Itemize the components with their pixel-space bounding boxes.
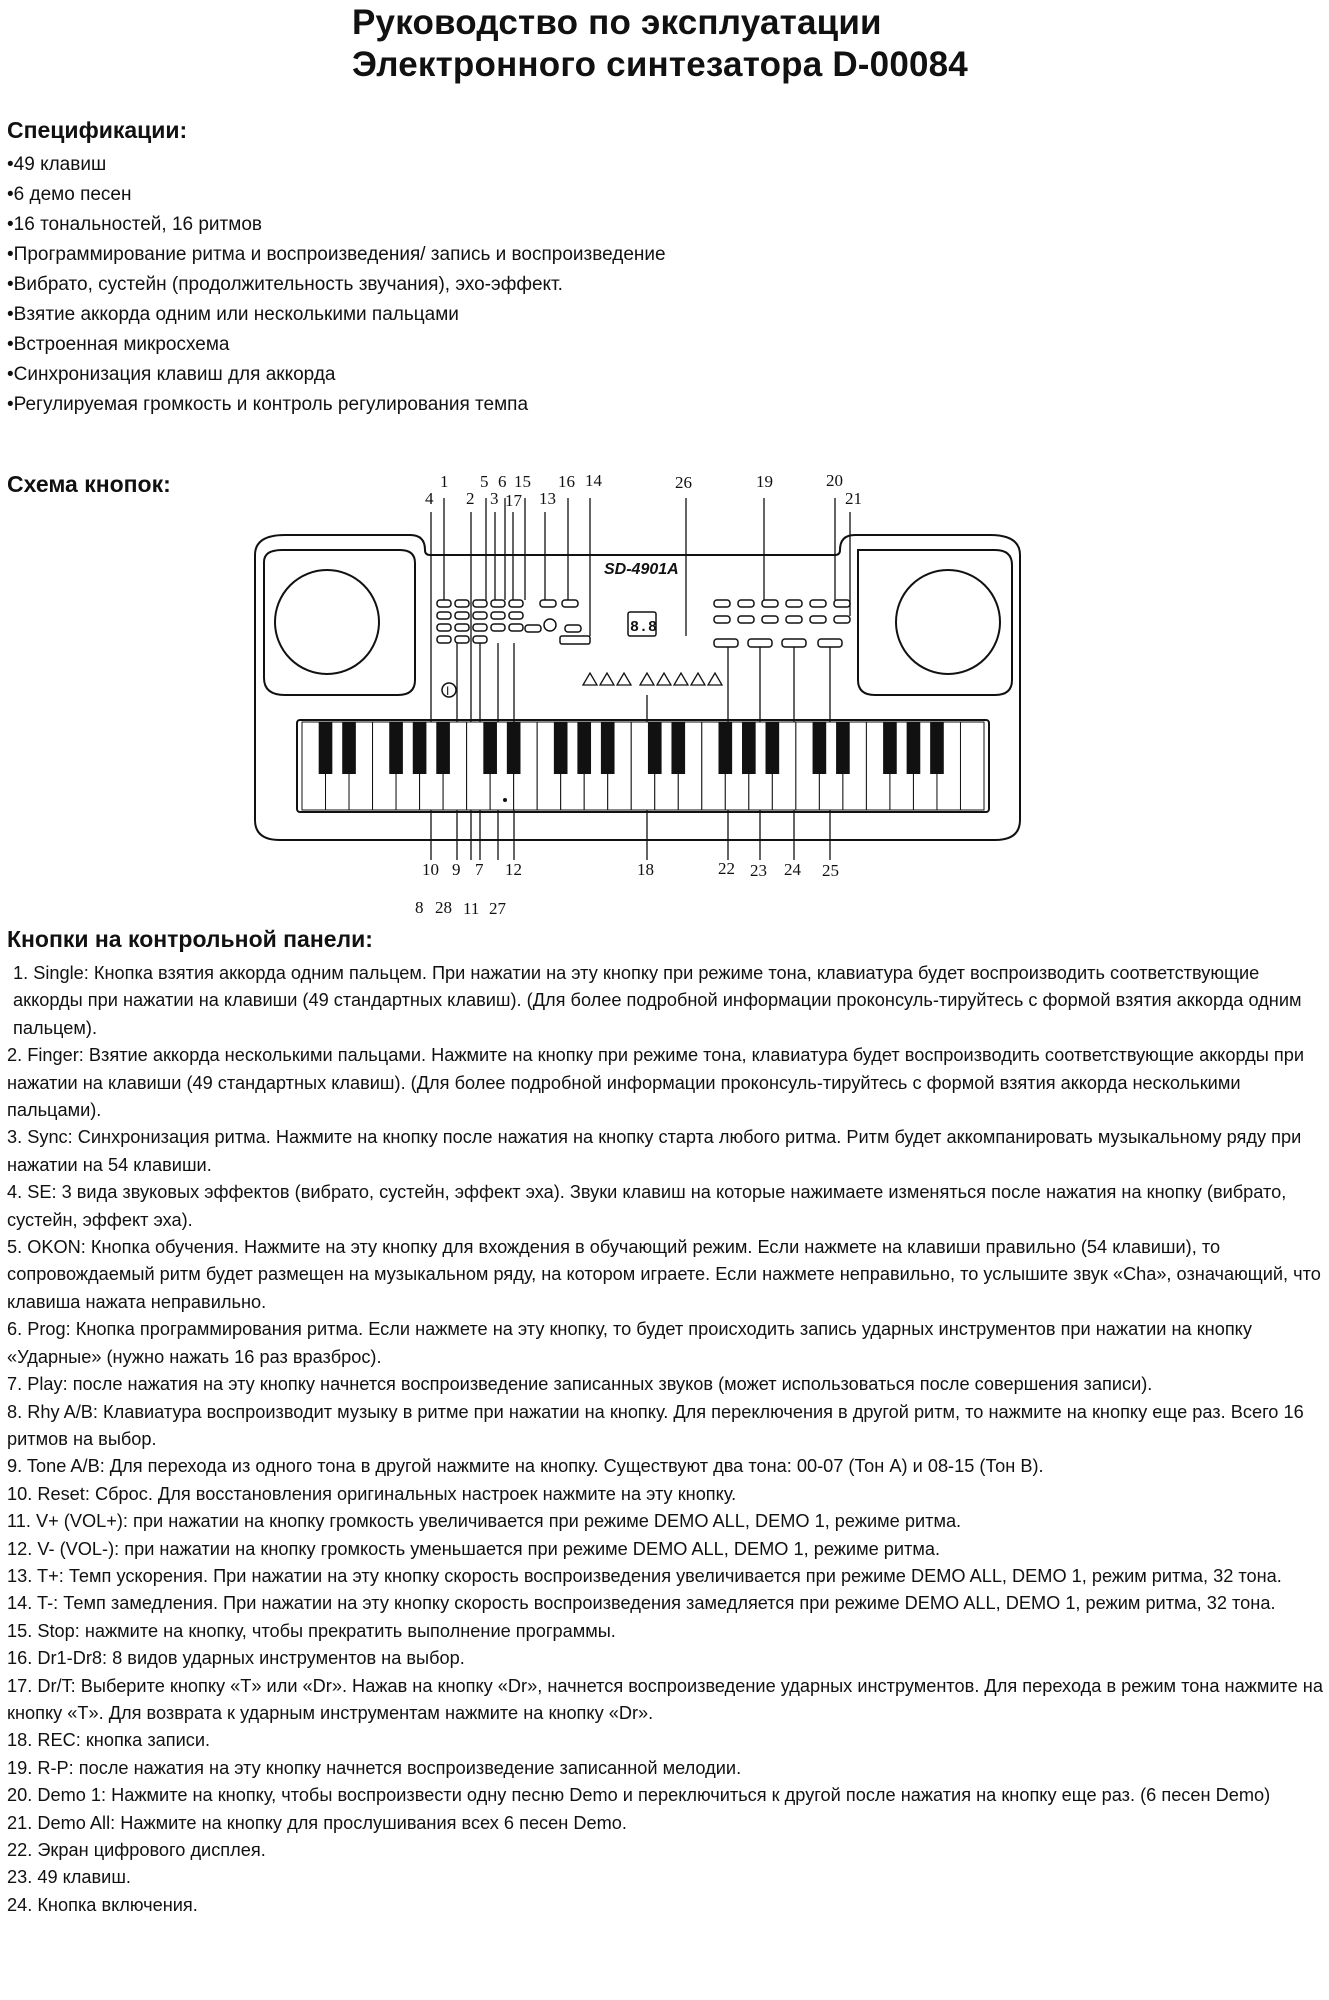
black-key (577, 722, 591, 774)
button-description: 19. R-P: после нажатия на эту кнопку начнется воспроизведение записанной мелодии. (7, 1757, 742, 1778)
button-description: 2. Finger: Взятие аккорда несколькими пальцами. Нажмите на кнопку при режиме тона, клавиатура будет воспроизводить соответствующие аккорды при нажатии на клавиши (49 стандартных клавиш). (Для более подробной информации проконсуль-тируйтесь с формой взятия аккорда несколькими пальцами). (7, 1045, 1305, 1121)
callout-number: 8 (415, 898, 424, 917)
button-description: 13. T+: Темп ускорения. При нажатии на эту кнопку скорость воспроизведения увеличивается при режиме DEMO ALL, DEMO 1, режим ритма, 32 тона. (7, 1565, 1282, 1586)
callout-number: 14 (585, 471, 602, 490)
callout-number: 9 (452, 860, 461, 879)
button-description: 18. REC: кнопка записи. (7, 1730, 211, 1751)
black-key (930, 722, 944, 774)
black-key (413, 722, 427, 774)
callout-number: 7 (475, 860, 484, 879)
button-descriptions (7, 960, 1325, 1919)
callout-number: 23 (750, 861, 767, 880)
spec-item: • Вибрато, сустейн (продолжительность звучания), эхо-эффект. (7, 270, 666, 300)
spec-item: • 16 тональностей, 16 ритмов (7, 210, 666, 240)
specs-heading: Спецификации: (7, 117, 188, 143)
button-description: 12. V- (VOL-): при нажатии на кнопку громкость уменьшается при режиме DEMO ALL, DEMO 1, режиме ритма. (7, 1538, 941, 1559)
black-key (554, 722, 568, 774)
power-symbol: I (446, 684, 450, 698)
spec-item: • Встроенная микросхема (7, 330, 666, 360)
black-key (342, 722, 356, 774)
button-description: 23. 49 клавиш. (7, 1867, 131, 1888)
spec-item: • Программирование ритма и воспроизведения/ запись и воспроизведение (7, 240, 666, 270)
callout-number: 11 (463, 899, 480, 918)
white-key (960, 722, 984, 810)
keyboard-diagram (235, 462, 1045, 922)
callout-number: 10 (422, 860, 439, 879)
button-description: 10. Reset: Сброс. Для восстановления оригинальных настроек нажмите на эту кнопку. (7, 1483, 737, 1504)
black-key (718, 722, 732, 774)
callout-number: 18 (637, 860, 654, 879)
black-key (907, 722, 921, 774)
spec-item: • 6 демо песен (7, 180, 666, 210)
callout-number: 16 (558, 472, 575, 491)
spec-item: • Взятие аккорда одним или несколькими пальцами (7, 300, 666, 330)
callout-number: 20 (826, 471, 843, 490)
callout-number: 17 (505, 491, 522, 510)
button-description: 15. Stop: нажмите на кнопку, чтобы прекратить выполнение программы. (7, 1620, 616, 1641)
button-description: 8. Rhy A/B: Клавиатура воспроизводит музыку в ритме при нажатии на кнопку. Для переключения в другой ритм, то нажмите на кнопку еще раз. Всего 16 ритмов на выбор. (7, 1401, 1304, 1449)
white-keys (302, 722, 984, 810)
chord-arrows (583, 673, 722, 685)
title-line-2: Электронного синтезатора D-00084 (352, 45, 968, 84)
button-description: 24. Кнопка включения. (7, 1894, 198, 1915)
black-key (883, 722, 897, 774)
button-description: 20. Demo 1: Нажмите на кнопку, чтобы воспроизвести одну песню Demo и переключиться к другой после нажатия на кнопку еще раз. (6 песен Demo) (7, 1785, 1271, 1806)
title-line-1: Руководство по эксплуатации (352, 3, 882, 42)
callout-number: 2 (466, 489, 475, 508)
speaker-left (275, 570, 379, 674)
callout-number: 28 (435, 898, 452, 917)
black-key (389, 722, 403, 774)
black-key (648, 722, 662, 774)
black-key (601, 722, 615, 774)
buttons-heading: Кнопки на контрольной панели: (7, 926, 373, 952)
black-key (836, 722, 850, 774)
black-key (742, 722, 756, 774)
callout-number: 3 (490, 489, 499, 508)
black-key (319, 722, 333, 774)
callout-number: 22 (718, 859, 735, 878)
callout-number: 26 (675, 473, 692, 492)
specs-list (7, 150, 666, 420)
callout-number: 24 (784, 860, 801, 879)
callout-number: 12 (505, 860, 522, 879)
speaker-right (896, 570, 1000, 674)
callout-number: 13 (539, 489, 556, 508)
button-description: 21. Demo All: Нажмите на кнопку для прослушивания всех 6 песен Demo. (7, 1812, 627, 1833)
button-description: 14. T-: Темп замедления. При нажатии на эту кнопку скорость воспроизведения замедляется при режиме DEMO ALL, DEMO 1, режим ритма, 32 тона. (7, 1593, 1276, 1614)
callout-number: 4 (425, 489, 434, 508)
callout-number: 5 (480, 472, 489, 491)
model-label: SD-4901A (604, 561, 679, 578)
button-description: 1. Single: Кнопка взятия аккорда одним пальцем. При нажатии на эту кнопку при режиме тона, клавиатура будет воспроизводить соответствующие аккорды при нажатии на клавиши (49 стандартных клавиш). (Для более подробной информации проконсуль-тируйтесь с формой взятия аккорда одним пальцем). (13, 963, 1302, 1038)
led-display: 8.8 (630, 619, 658, 636)
button-description: 5. OKON: Кнопка обучения. Нажмите на эту кнопку для вхождения в обучающий режим. Если нажмете на клавиши правильно (54 клавиши), то сопровождаемый ритм будет размещен на музыкальном ряду, на котором играете. Если нажмете неправильно, то услышите звук «Cha», означающий, что клавиша нажата неправильно. (7, 1237, 1321, 1312)
callout-number: 25 (822, 861, 839, 880)
black-key (436, 722, 450, 774)
document-title (352, 2, 968, 86)
spec-item: • 49 клавиш (7, 150, 666, 180)
button-description: 6. Prog: Кнопка программирования ритма. Если нажмете на эту кнопку, то будет происходить запись ударных инструментов при нажатии на кнопку «Ударные» (нужно нажать 16 раз вразброс). (7, 1319, 1252, 1367)
callout-number: 1 (440, 472, 449, 491)
black-key (671, 722, 685, 774)
button-description: 17. Dr/T: Выберите кнопку «T» или «Dr». Нажав на кнопку «Dr», начнется воспроизведение ударных инструментов. Для перехода в режим тона нажмите на кнопку «T». Для возврата к ударным инструментам нажмите на кнопку «Dr». (7, 1675, 1323, 1723)
button-description: 7. Play: после нажатия на эту кнопку начнется воспроизведение записанных звуков (может использоваться после совершения записи). (7, 1374, 1153, 1395)
spec-item: • Синхронизация клавиш для аккорда (7, 360, 666, 390)
button-description: 22. Экран цифрового дисплея. (7, 1840, 266, 1860)
button-description: 3. Sync: Синхронизация ритма. Нажмите на кнопку после нажатия на кнопку старта любого ритма. Ритм будет аккомпанировать музыкальному ряду при нажатии на 54 клавиши. (7, 1127, 1302, 1175)
diagram-heading: Схема кнопок: (7, 471, 171, 497)
callout-number: 19 (756, 472, 773, 491)
callout-number: 21 (845, 489, 862, 508)
button-description: 16. Dr1-Dr8: 8 видов ударных инструментов на выбор. (7, 1648, 465, 1669)
button-description: 9. Tone A/B: Для перехода из одного тона в другой нажмите на кнопку. Существуют два тона: 00-07 (Тон А) и 08-15 (Тон В). (7, 1456, 1044, 1477)
black-key (507, 722, 521, 774)
callout-number: 27 (489, 899, 506, 918)
button-description: 4. SE: 3 вида звуковых эффектов (вибрато, сустейн, эффект эха). Звуки клавиш на которые нажимаете изменяться после нажатия на кнопку (вибрато, сустейн, эффект эха). (7, 1182, 1287, 1230)
callout-number: 6 (498, 472, 507, 491)
black-key (483, 722, 497, 774)
callout-number: 15 (514, 472, 531, 491)
button-description: 11. V+ (VOL+): при нажатии на кнопку громкость увеличивается при режиме DEMO ALL, DEMO 1, режиме ритма. (7, 1511, 962, 1532)
black-key (813, 722, 827, 774)
black-key (766, 722, 780, 774)
spec-item: • Регулируемая громкость и контроль регулирования темпа (7, 390, 666, 420)
